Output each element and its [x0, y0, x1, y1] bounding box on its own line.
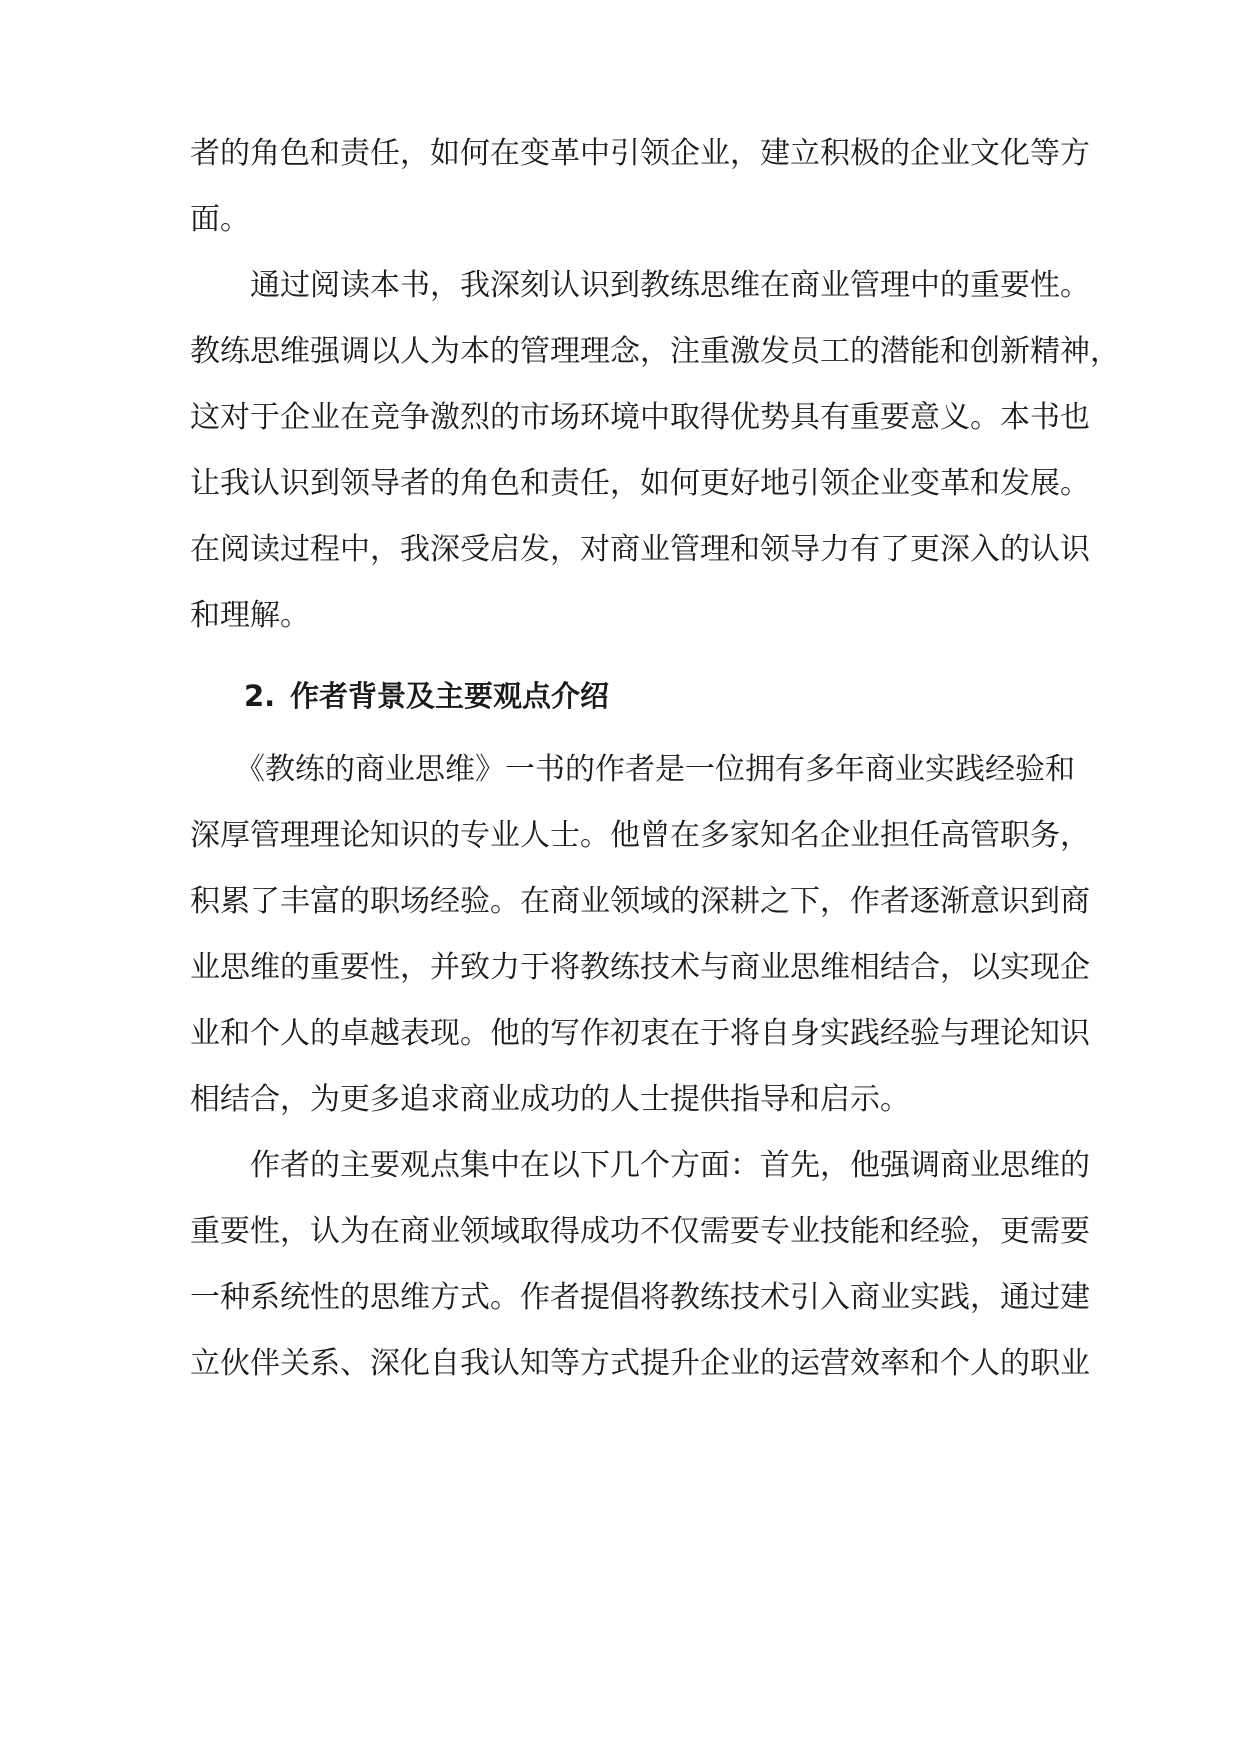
text-line: 教练思维强调以人为本的管理理念，注重激发员工的潜能和创新精神， — [190, 334, 1120, 369]
text-line: 深厚管理理论知识的专业人士。他曾在多家知名企业担任高管职务， — [190, 818, 1090, 853]
text-line: 和理解。 — [190, 598, 310, 633]
text-line: 者的角色和责任，如何在变革中引领企业，建立积极的企业文化等方 — [190, 136, 1090, 171]
text-line: 让我认识到领导者的角色和责任，如何更好地引领企业变革和发展。 — [190, 466, 1090, 501]
text-line: 《教练的商业思维》一书的作者是一位拥有多年商业实践经验和 — [190, 752, 1075, 787]
section-number: 2. — [244, 679, 276, 713]
text-line: 面。 — [190, 202, 250, 237]
section-heading — [244, 676, 609, 716]
text-line: 这对于企业在竞争激烈的市场环境中取得优势具有重要意义。本书也 — [190, 400, 1090, 435]
text-line: 业和个人的卓越表现。他的写作初衷在于将自身实践经验与理论知识 — [190, 1016, 1090, 1051]
text-line: 重要性，认为在商业领域取得成功不仅需要专业技能和经验，更需要 — [190, 1214, 1090, 1249]
text-line: 一种系统性的思维方式。作者提倡将教练技术引入商业实践，通过建 — [190, 1280, 1090, 1315]
text-line: 立伙伴关系、深化自我认知等方式提升企业的运营效率和个人的职业 — [190, 1346, 1090, 1381]
text-line: 业思维的重要性，并致力于将教练技术与商业思维相结合，以实现企 — [190, 950, 1090, 985]
text-line: 在阅读过程中，我深受启发，对商业管理和领导力有了更深入的认识 — [190, 532, 1090, 567]
text-line: 通过阅读本书，我深刻认识到教练思维在商业管理中的重要性。 — [190, 268, 1090, 303]
text-line: 作者的主要观点集中在以下几个方面：首先，他强调商业思维的 — [190, 1148, 1090, 1183]
section-title: 作者背景及主要观点介绍 — [290, 679, 610, 713]
text-line: 积累了丰富的职场经验。在商业领域的深耕之下，作者逐渐意识到商 — [190, 884, 1090, 919]
text-line: 相结合，为更多追求商业成功的人士提供指导和启示。 — [190, 1082, 910, 1117]
